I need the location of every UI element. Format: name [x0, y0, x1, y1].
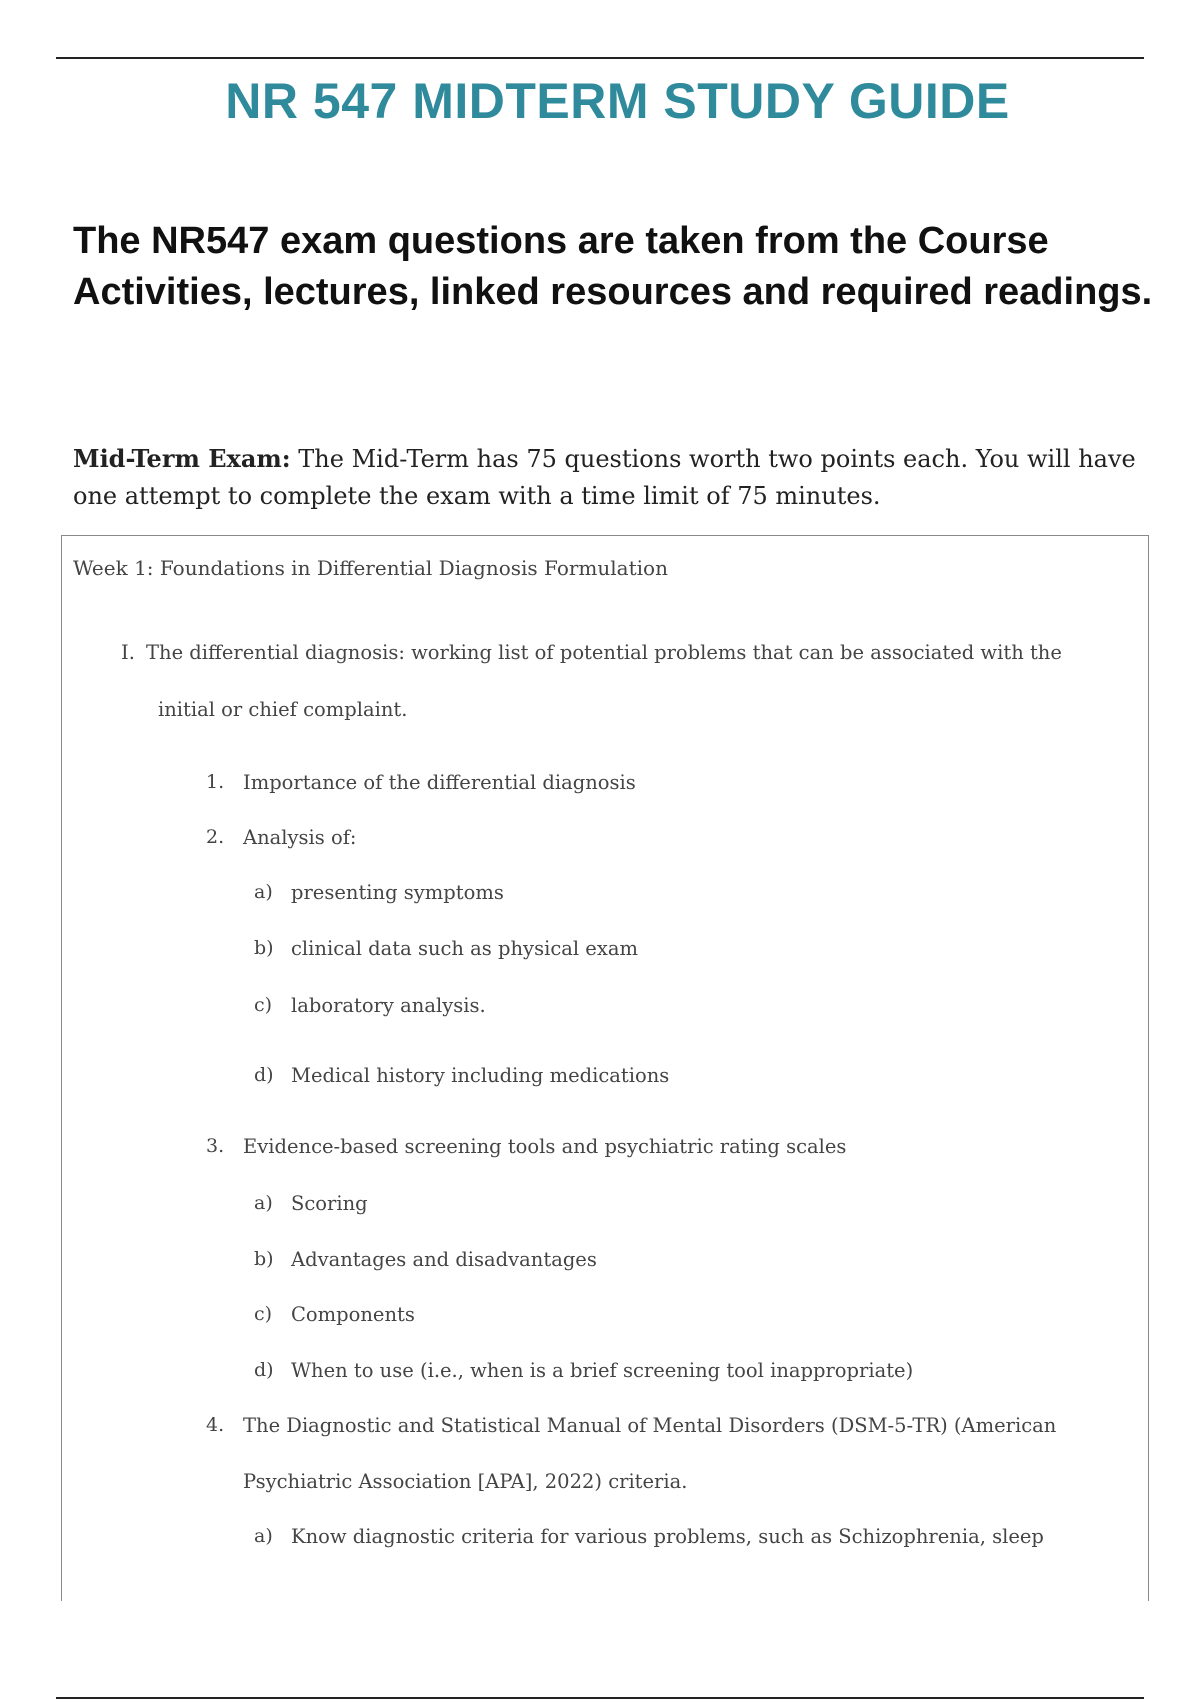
exam-label: Mid-Term Exam:: [73, 444, 291, 473]
outline-item-text: initial or chief complaint.: [158, 698, 408, 721]
outline-point-marker: c): [254, 994, 273, 1016]
outline-subitem-text: Psychiatric Association [APA], 2022) criteria.: [243, 1470, 688, 1493]
outline-point-marker: b): [254, 1248, 274, 1270]
outline-point-text: Scoring: [291, 1192, 368, 1215]
outline-point-text: Components: [291, 1303, 415, 1326]
exam-info-paragraph: [73, 440, 1163, 515]
outline-point-marker: a): [254, 1525, 273, 1547]
outline-point-text: Medical history including medications: [291, 1064, 670, 1087]
outline-point-text: Know diagnostic criteria for various problems, such as Schizophrenia, sleep: [291, 1525, 1044, 1548]
outline-subitem-text: The Diagnostic and Statistical Manual of Mental Disorders (DSM-5-TR) (American: [243, 1414, 1057, 1437]
outline-point-text: laboratory analysis.: [291, 994, 486, 1017]
outline-subitem-marker: 4.: [206, 1414, 225, 1436]
document-title: NR 547 MIDTERM STUDY GUIDE: [225, 73, 1010, 129]
outline-subitem-text: Importance of the differential diagnosis: [243, 771, 636, 794]
outline-subitem-marker: 1.: [206, 771, 225, 793]
outline-point-marker: c): [254, 1303, 273, 1325]
outline-subitem-text: Analysis of:: [243, 826, 357, 849]
top-rule: [56, 57, 1144, 59]
outline-point-marker: a): [254, 881, 273, 903]
document-heading: The NR547 exam questions are taken from the Course Activities, lectures, linked resources and required readings.: [73, 220, 1153, 313]
outline-subitem-marker: 2.: [206, 826, 225, 848]
outline-item-text: The differential diagnosis: working list of potential problems that can be associated with the: [146, 641, 1062, 664]
bottom-rule: [56, 1697, 1144, 1699]
outline-point-text: presenting symptoms: [291, 881, 504, 904]
outline-point-marker: d): [254, 1359, 274, 1381]
outline-item-marker: I.: [121, 641, 135, 664]
outline-point-text: Advantages and disadvantages: [291, 1248, 597, 1271]
outline-subitem-text: Evidence-based screening tools and psychiatric rating scales: [243, 1135, 847, 1158]
outline-point-text: When to use (i.e., when is a brief screening tool inappropriate): [291, 1359, 914, 1382]
week-title: Week 1: Foundations in Differential Diagnosis Formulation: [73, 556, 668, 580]
outline-point-marker: d): [254, 1064, 274, 1086]
exam-text: The Mid-Term has 75 questions worth two points each. You will have one attempt to complete the exam with a time limit of 75 minutes.: [73, 445, 1136, 510]
outline-point-marker: a): [254, 1192, 273, 1214]
outline-point-marker: b): [254, 937, 274, 959]
outline-point-text: clinical data such as physical exam: [291, 937, 638, 960]
outline-subitem-marker: 3.: [206, 1135, 225, 1157]
